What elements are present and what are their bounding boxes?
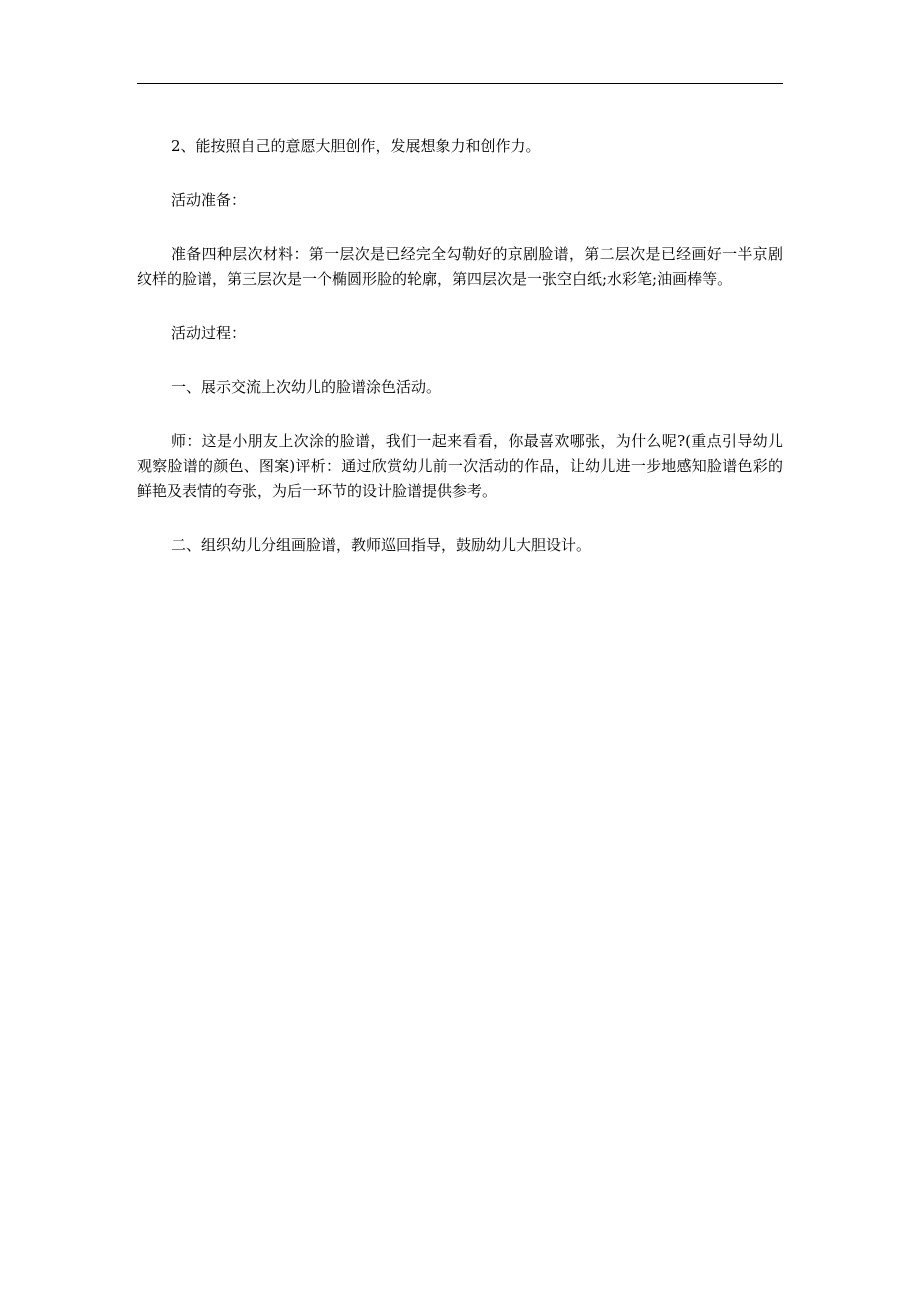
preparation-heading: 活动准备：: [171, 191, 247, 209]
preparation-paragraph: 准备四种层次材料：第一层次是已经完全勾勒好的京剧脸谱，第二层次是已经画好一半京剧纹样的脸谱，第三层次是一个椭圆形脸的轮廓，第四层次是一张空白纸;水彩笔;油画棒等。: [137, 245, 783, 288]
document-body: [137, 134, 783, 587]
teacher-dialogue-paragraph: 师：这是小朋友上次涂的脸谱，我们一起来看看，你最喜欢哪张，为什么呢?(重点引导幼儿观察脸谱的颜色、图案)评析：通过欣赏幼儿前一次活动的作品，让幼儿进一步地感知脸谱色彩的鲜艳及表情的夸张，为后一环节的设计脸谱提供参考。: [137, 432, 783, 500]
objective-paragraph: 2、能按照自己的意愿大胆创作，发展想象力和创作力。: [171, 137, 541, 155]
step-one-paragraph: 一、展示交流上次幼儿的脸谱涂色活动。: [171, 378, 442, 396]
header-rule: [137, 83, 783, 84]
step-two-paragraph: 二、组织幼儿分组画脸谱，教师巡回指导，鼓励幼儿大胆设计。: [171, 536, 592, 554]
process-heading: 活动过程：: [171, 324, 247, 342]
